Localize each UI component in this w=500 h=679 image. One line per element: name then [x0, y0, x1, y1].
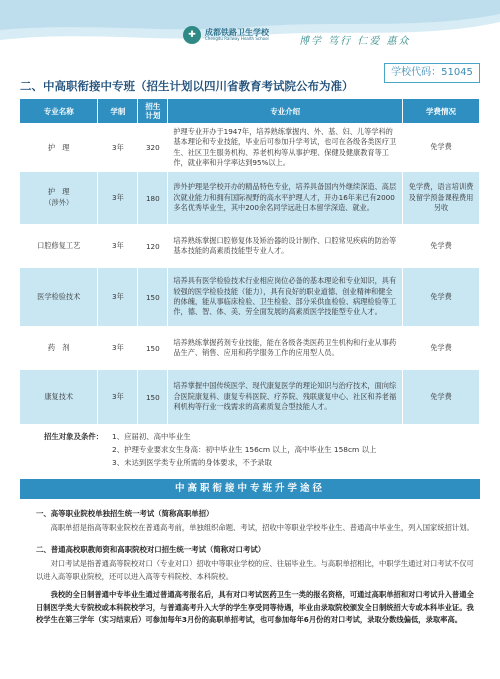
major-name: 康复技术	[20, 370, 98, 424]
route1-title: 一、高等职业院校单独招生统一考试（简称高职单招）	[36, 509, 214, 518]
major-years: 3年	[98, 268, 138, 326]
table-row	[20, 123, 480, 172]
table-row	[20, 268, 480, 326]
route2-text: 对口考试是指普通高等院校对口（专业对口）招收中等职业学校的应、往届毕业生。与高职单招相比，中职学生通过对口考试不仅可以进入高等职业院校，还可以进入高等专科院校、本科院校。	[36, 559, 474, 581]
table-row	[20, 172, 480, 224]
major-plan: 150	[138, 268, 168, 326]
major-plan: 180	[138, 172, 168, 224]
header-plan: 招生 计划	[138, 99, 168, 123]
major-name: 护 理	[20, 123, 98, 172]
route2-title: 二、普通高校职教师资和高职院校对口招生统一考试（简称对口考试）	[36, 545, 266, 554]
major-plan: 150	[138, 326, 168, 370]
school-logo	[183, 26, 269, 44]
list-item: 2、护理专业要求女生身高：初中毕业生 156cm 以上，高中毕业生 158cm 以上	[112, 445, 377, 454]
list-item: 1、应届初、高中毕业生	[112, 432, 191, 441]
section-title: 二、中高职衔接中专班（招生计划以四川省教育考试院公布为准）	[20, 79, 354, 93]
route1-text: 高职单招是指高等职业院校在普通高考前，单独组织命题、考试，招收中等职业学校毕业生、普通高中毕业生，列入国家统招计划。	[50, 523, 474, 532]
major-plan: 120	[138, 224, 168, 268]
list-item: 3、未达到医学类专业所需的身体要求，不予录取	[112, 458, 272, 467]
route-summary-text: 我校的全日制普通中专毕业生通过普通高考报名后，具有对口考试医药卫生一类的报名资格，可通过高职单招和对口考试升入普通全日制医学类大专院校或本科院校学习，与普通高考升入大学的学生享受同等待遇，毕业由录取院校颁发全日制统招大专或本科毕业证。我校学生在第三学年（实习结束后）可参加每年3月份的高职单招考试，也可参加每年6月份的对口考试，录取分数线偏低，录取率高。	[36, 590, 474, 624]
major-fee: 免学费	[403, 326, 480, 370]
major-name: 口腔修复工艺	[20, 224, 98, 268]
header-years: 学制	[98, 99, 138, 123]
major-fee: 免学费	[403, 370, 480, 424]
major-intro: 培养熟练掌握口腔修复体及矫治器的设计制作、口腔常见疾病的防治等基本技能的高素质技能型专业人才。	[168, 224, 403, 268]
major-intro: 培养具有医学检验技术行业相应岗位必备的基本理论和专业知识，具有较强的医学检验技能（能力），具有良好的职业道德、创业精神和健全的体魄，能从事临床检验、卫生检验、部分采供血检验、病理检验等工作，德、智、体、美、劳全面发展的高素质医学技能型专业人才。	[168, 268, 403, 326]
major-years: 3年	[98, 224, 138, 268]
table-row	[20, 370, 480, 424]
major-years: 3年	[98, 326, 138, 370]
major-name: 护 理 （涉外）	[20, 172, 98, 224]
major-years: 3年	[98, 172, 138, 224]
header-banner	[0, 0, 500, 62]
major-name: 药 剂	[20, 326, 98, 370]
school-code-box: 学校代码：51045	[384, 63, 480, 83]
school-name-cn: 成都铁路卫生学校	[205, 27, 269, 37]
major-intro: 涉外护理是学校开办的精品特色专业，培养具备国内外继续深造、高层次就业能力和拥有国际视野的高水平护理人才，开办16年来已有2000多名优秀毕业生，其中200余名同学远赴日本留学深造、就业。	[168, 172, 403, 224]
header-major-name: 专业名称	[20, 99, 98, 123]
major-fee: 免学费，语言培训费及留学预备课程费用另收	[403, 172, 480, 224]
table-row	[20, 224, 480, 268]
major-intro: 培养熟练掌握药剂专业技能，能在各级各类医药卫生机构和行业从事药品生产、销售、应用和药学服务工作的应用型人员。	[168, 326, 403, 370]
major-name: 医学检验技术	[20, 268, 98, 326]
routes-banner: 中高职衔接中专班升学途径	[20, 479, 480, 499]
major-years: 3年	[98, 370, 138, 424]
major-intro: 培养掌握中国传统医学、现代康复医学的理论知识与治疗技术，面向综合医院康复科、康复专科医院、疗养院、残联康复中心、社区和养老福利机构等行业一线需求的高素质复合型技能人才。	[168, 370, 403, 424]
table-header-row	[20, 99, 480, 123]
conditions-label: 招生对象及条件：	[44, 432, 104, 441]
table-row	[20, 326, 480, 370]
school-name-en: Chengdu Railway Health School	[205, 36, 269, 42]
major-fee: 免学费	[403, 123, 480, 172]
conditions-list	[112, 430, 492, 469]
school-emblem-icon: ✚	[183, 26, 201, 44]
major-plan: 150	[138, 370, 168, 424]
major-intro: 护理专业开办于1947年，培养熟练掌握内、外、基、妇、儿等学科的基本理论和专业技能，毕业后可参加升学考试，也可在各级各类医疗卫生、社区卫生服务机构、养老机构等从事护理、保健及健康教育等工作，就业率和升学率达到95%以上。	[168, 123, 403, 172]
header-intro: 专业介绍	[168, 99, 403, 123]
major-plan: 320	[138, 123, 168, 172]
major-years: 3年	[98, 123, 138, 172]
majors-table	[20, 99, 480, 424]
header-fee: 学费情况	[403, 99, 480, 123]
major-fee: 免学费	[403, 224, 480, 268]
major-fee: 免学费	[403, 268, 480, 326]
school-motto: 博学 笃行 仁爱 惠众	[299, 36, 411, 47]
